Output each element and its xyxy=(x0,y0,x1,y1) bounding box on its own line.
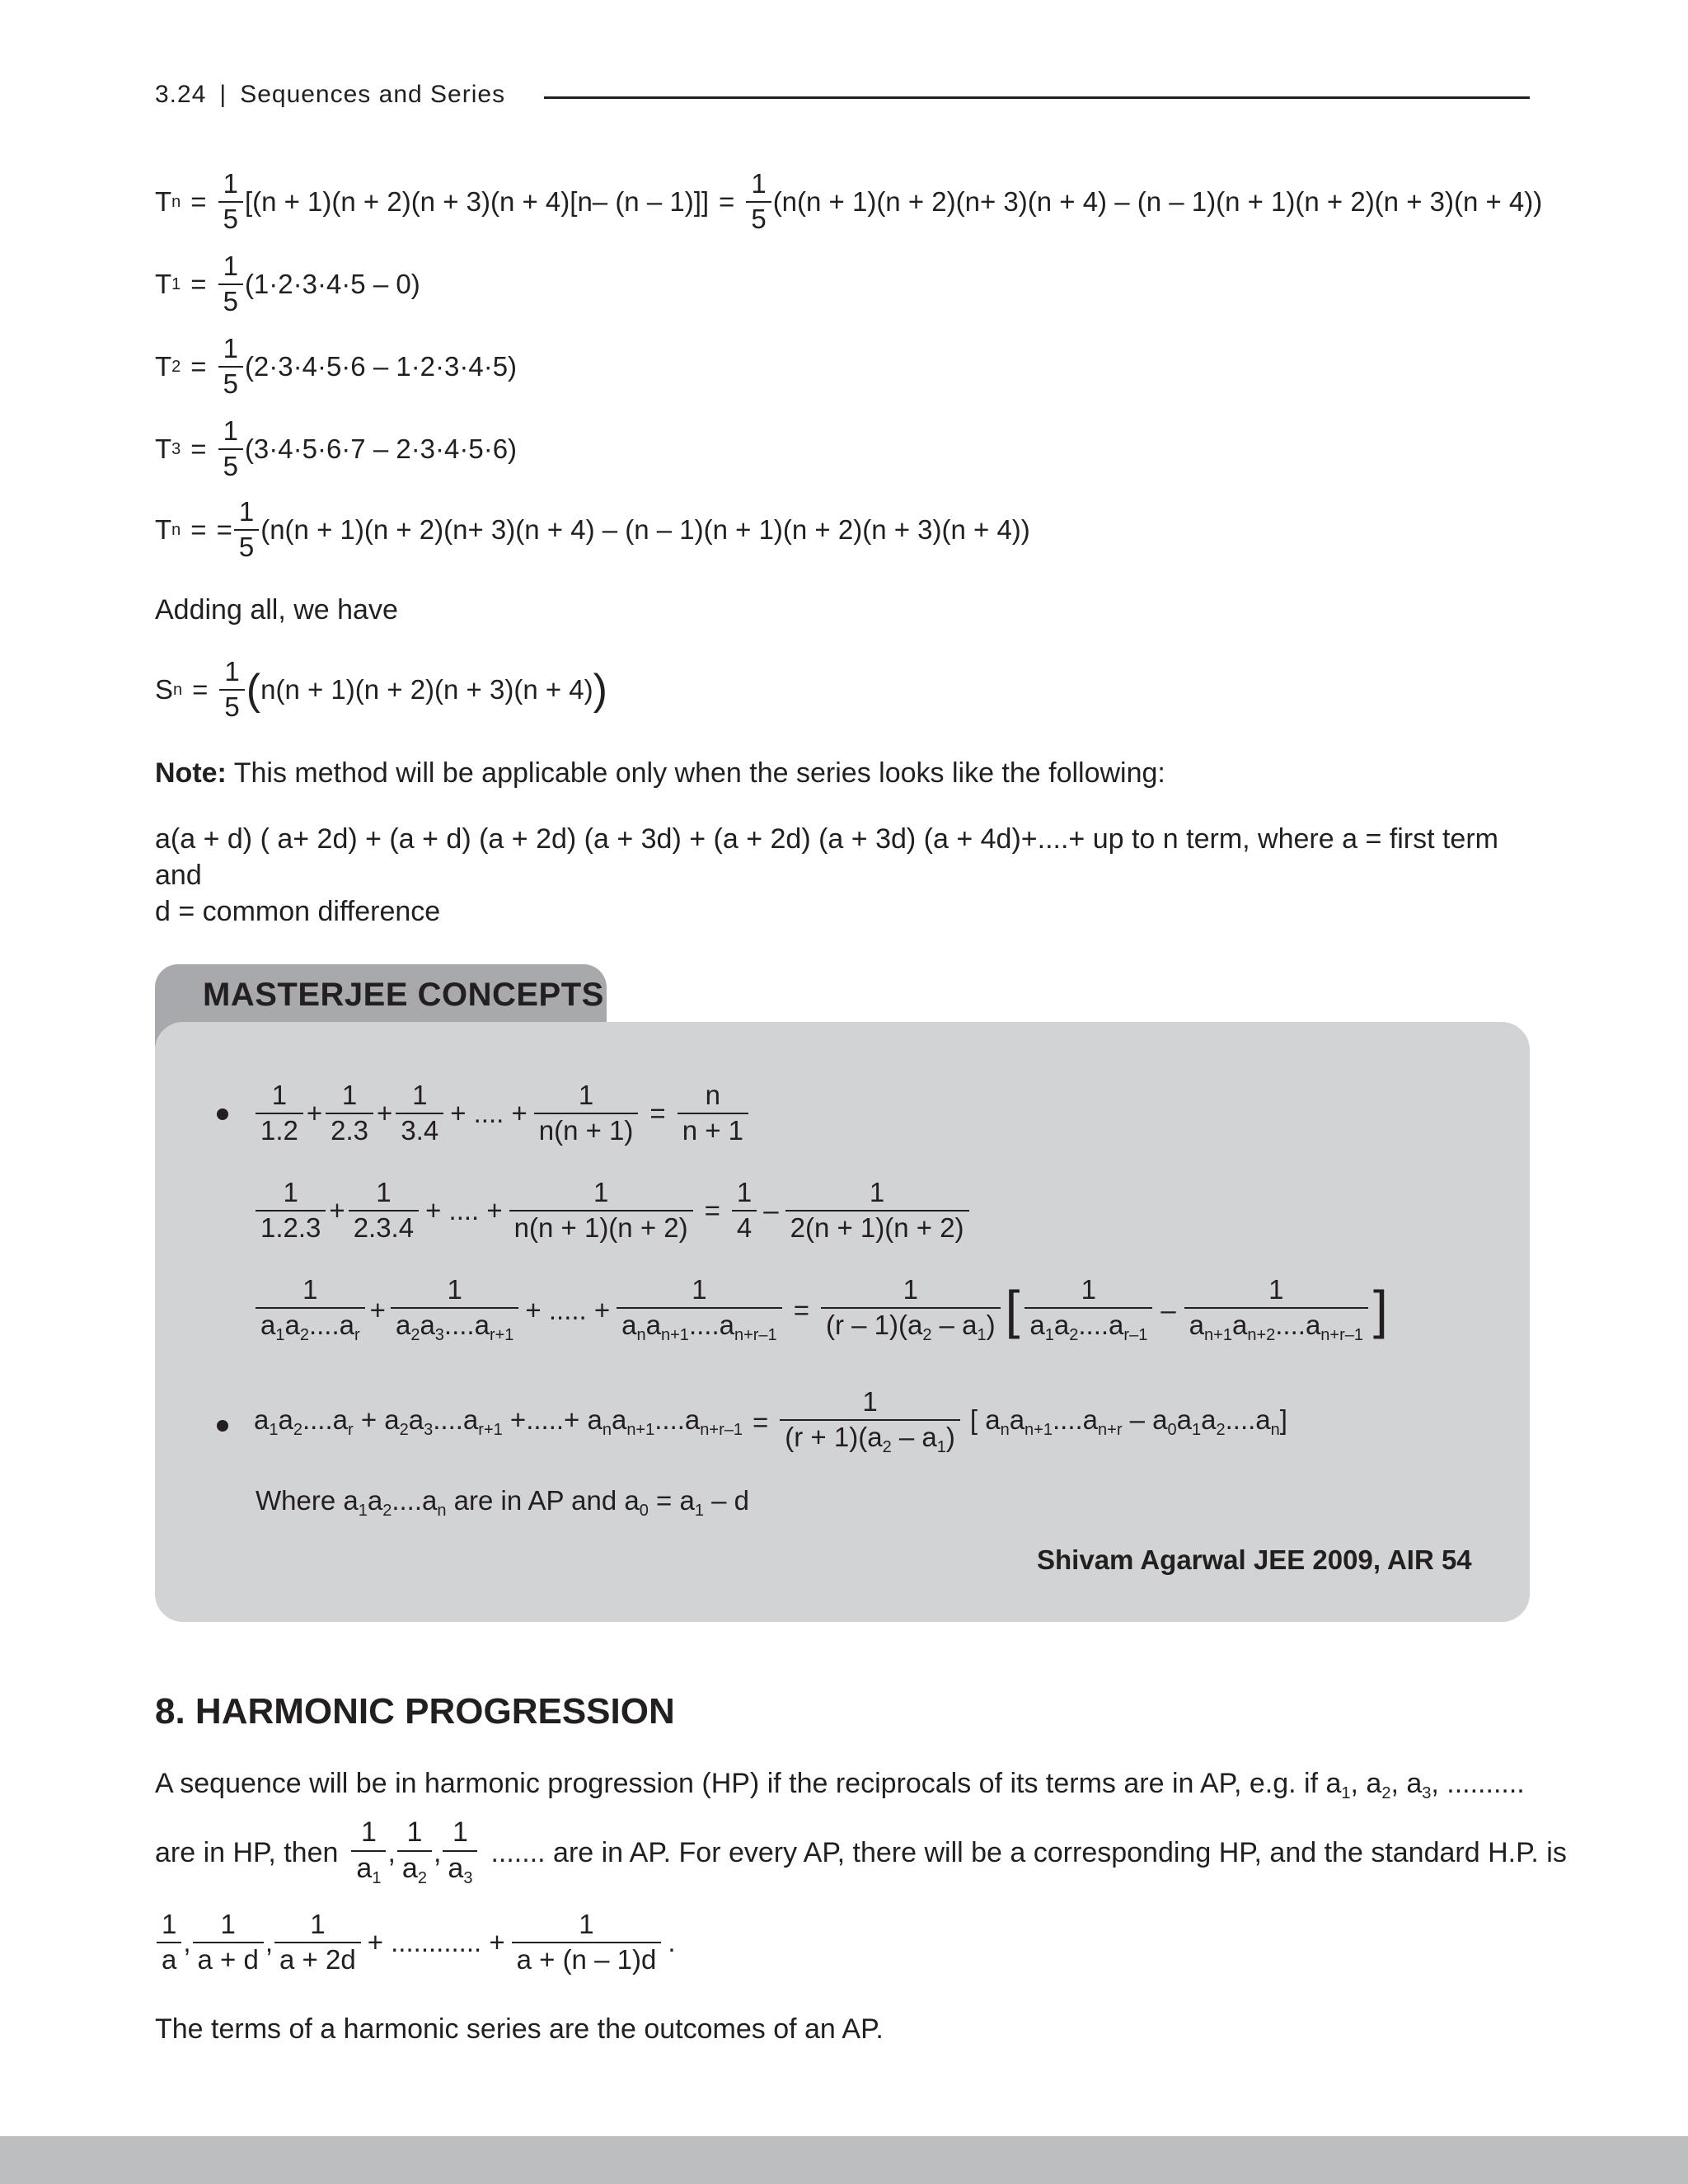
frac-den: $a_2a_3....a_{r+1}$ xyxy=(391,1307,518,1344)
frac-den: $a_1$ xyxy=(351,1850,386,1887)
chapter-title: Sequences and Series xyxy=(240,81,506,108)
frac-den: n + 1 xyxy=(678,1113,748,1146)
section-title: 8. HARMONIC PROGRESSION xyxy=(155,1691,675,1732)
equals-sign: = xyxy=(753,1406,769,1437)
equals-sign: = xyxy=(719,186,735,218)
f4-lhs: $a_1a_2....a_r + a_2a_3....a_{r+1}$ +.....+ $a_na_{n+1}....a_{n+r-1}$ xyxy=(254,1404,743,1439)
comma: , xyxy=(387,1836,396,1868)
frac-den: 4 xyxy=(732,1210,757,1243)
frac-num: 1 xyxy=(224,656,240,687)
f2-frac xyxy=(509,1179,693,1242)
adding-text: Adding all, we have xyxy=(155,594,398,626)
footer-band xyxy=(0,2136,1688,2184)
note-text: This method will be applicable only when the series looks like the following: xyxy=(226,757,1165,789)
f2-result-1 xyxy=(732,1179,757,1242)
frac-num: 1 xyxy=(862,1386,878,1417)
t3-equation xyxy=(155,417,517,480)
f2-frac xyxy=(349,1179,419,1242)
hp-term xyxy=(512,1910,662,1974)
f2-frac xyxy=(256,1179,326,1242)
t-label: T xyxy=(155,434,172,465)
bullet-1 xyxy=(217,1108,228,1120)
f4-den-text: (r + 1)(a xyxy=(785,1421,883,1452)
frac-num: 1 xyxy=(223,333,238,363)
credit-line: Shivam Agarwal JEE 2009, AIR 54 xyxy=(1037,1544,1472,1575)
hp-recip xyxy=(351,1818,386,1887)
plus: + xyxy=(329,1195,345,1226)
equals-sign: = xyxy=(190,514,207,546)
frac-num: 1 xyxy=(376,1177,392,1207)
frac-den: $a_3$ xyxy=(443,1850,477,1887)
frac-num: 1 xyxy=(1268,1274,1284,1305)
equals-sign: = xyxy=(190,269,207,300)
series-line-1: a(a + d) ( a+ 2d) + (a + d) (a + 2d) (a + 3d) + (a + 2d) (a + 3d) (a + 4d)+....+ up to n term, where a = first term and xyxy=(155,823,1498,892)
frac-num: 1 xyxy=(579,1909,594,1939)
frac-den: 2.3.4 xyxy=(349,1210,419,1243)
standard-hp xyxy=(155,1910,675,1974)
formula-2 xyxy=(254,1179,971,1242)
f3-coef xyxy=(821,1276,1001,1344)
t1-sub: 1 xyxy=(171,274,181,293)
f4-coef xyxy=(780,1388,960,1456)
t2-equation xyxy=(155,335,517,398)
final-text: The terms of a harmonic series are the outcomes of an AP. xyxy=(155,2013,884,2045)
frac-den: 2(n + 1)(n + 2) xyxy=(785,1210,969,1243)
frac-den: 1.2.3 xyxy=(256,1210,326,1243)
f1-frac xyxy=(534,1081,639,1145)
frac-num: 1 xyxy=(447,1274,462,1305)
t2-expr: (2·3·4·5·6 – 1·2·3·4·5) xyxy=(244,351,518,382)
sn-sub: n xyxy=(173,680,183,699)
frac-den: $a_na_{n+1}....a_{n+r-1}$ xyxy=(617,1307,782,1344)
frac-num: 1 xyxy=(302,1274,318,1305)
frac-num: 1 xyxy=(162,1909,177,1939)
fraction-one-fifth xyxy=(218,335,243,398)
frac-num: 1 xyxy=(406,1816,423,1848)
frac-num: 1 xyxy=(578,1080,594,1110)
frac-den: 3.4 xyxy=(396,1113,443,1146)
frac-den: 5 xyxy=(218,284,243,316)
frac-num: 1 xyxy=(692,1274,707,1305)
minus: – xyxy=(763,1195,779,1226)
frac-num: 1 xyxy=(223,251,238,281)
plus: + xyxy=(306,1098,323,1129)
t-label: T xyxy=(155,514,172,546)
f1-result xyxy=(678,1081,748,1145)
tn-sub: n xyxy=(171,192,181,211)
equals-sign: = xyxy=(793,1294,809,1325)
t3-sub: 3 xyxy=(171,439,181,458)
note-label: Note: xyxy=(155,757,227,789)
a-symbol: a xyxy=(395,1309,411,1340)
frac-num: 1 xyxy=(412,1080,428,1110)
equals-sign: = xyxy=(649,1098,666,1129)
f4-rhs: [ $a_na_{n+1}....a_{n+r} - a_0a_1a_2....a_n$] xyxy=(969,1404,1287,1439)
a-symbol: a xyxy=(621,1309,637,1340)
frac-num: 1 xyxy=(869,1177,885,1207)
frac-den: 5 xyxy=(218,201,243,234)
equals-sign: = xyxy=(190,351,207,382)
frac-num: 1 xyxy=(341,1080,358,1110)
frac-num: 1 xyxy=(220,1909,236,1939)
frac-den: a + d xyxy=(193,1942,264,1975)
frac-den: 5 xyxy=(218,366,243,399)
frac-den: $a_{n+1}a_{n+2}....a_{n+r-1}$ xyxy=(1184,1307,1368,1344)
hp-paragraph-line-1: A sequence will be in harmonic progression (HP) if the reciprocals of its terms are in AP, e.g. if $a_1$, $a_2$, $a_3$, .......... xyxy=(155,1768,1525,1802)
frac-num: 1 xyxy=(452,1816,468,1848)
para1-line1: A sequence will be in harmonic progression (HP) if the reciprocals of its terms are in AP, e.g. if a xyxy=(155,1768,1342,1799)
frac-num: 1 xyxy=(736,1177,753,1207)
frac-num: 1 xyxy=(593,1177,609,1207)
sn-expr: n(n + 1)(n + 2)(n + 3)(n + 4) xyxy=(260,674,593,705)
frac-den: 1.2 xyxy=(256,1113,303,1146)
tn-part2: (n(n + 1)(n + 2)(n+ 3)(n + 4) – (n – 1)(n + 1)(n + 2)(n + 3)(n + 4)) xyxy=(772,186,1543,218)
frac-den: 2.3 xyxy=(326,1113,373,1146)
right-paren: ) xyxy=(593,665,607,714)
ellipsis: + ..... + xyxy=(525,1294,611,1325)
left-bracket: [ xyxy=(1005,1280,1020,1340)
frac-num: 1 xyxy=(283,1177,298,1207)
tn-part1: [(n + 1)(n + 2)(n + 3)(n + 4)[n– (n – 1)]] xyxy=(244,186,710,218)
right-bracket: ] xyxy=(1373,1280,1388,1340)
comma: , xyxy=(183,1927,191,1958)
frac-num: 1 xyxy=(310,1909,326,1939)
frac-den: n(n + 1) xyxy=(534,1113,639,1146)
left-paren: ( xyxy=(246,665,261,714)
frac-num: n xyxy=(705,1080,721,1110)
where-prefix: Where a xyxy=(256,1485,359,1516)
hp-term xyxy=(157,1910,181,1974)
hp-paragraph-line-2 xyxy=(155,1818,1567,1887)
formula-1 xyxy=(254,1081,750,1145)
para1-line2-a: are in HP, then xyxy=(155,1836,339,1868)
hp-recip xyxy=(443,1818,477,1887)
frac-den: n(n + 1)(n + 2) xyxy=(509,1210,693,1243)
f3-frac xyxy=(391,1276,518,1344)
concepts-title: MASTERJEE CONCEPTS xyxy=(203,977,604,1013)
plus: + xyxy=(377,1098,393,1129)
plus: + xyxy=(369,1294,386,1325)
minus: – xyxy=(1160,1294,1176,1325)
ellipsis: + .... + xyxy=(425,1195,503,1226)
fraction-one-fifth xyxy=(219,658,244,721)
frac-den: 5 xyxy=(746,201,771,234)
fraction-one-fifth xyxy=(218,170,243,233)
t2-sub: 2 xyxy=(171,357,181,376)
f1-frac xyxy=(396,1081,443,1145)
frac-num: 1 xyxy=(751,168,767,199)
comma: , xyxy=(433,1836,442,1868)
frac-num: 1 xyxy=(1081,1274,1097,1305)
t1-expr: (1·2·3·4·5 – 0) xyxy=(244,269,420,300)
equals-sign: = xyxy=(216,514,232,546)
frac-den: $a_1a_2....a_r$ xyxy=(256,1307,365,1344)
frac-den: $(r - 1)(a_2 - a_1)$ xyxy=(821,1307,1001,1344)
equals-sign: = xyxy=(192,674,209,705)
series-paragraph xyxy=(155,821,1531,930)
frac-den: 5 xyxy=(218,448,243,481)
series-line-2: d = common difference xyxy=(155,896,441,928)
frac-num: 1 xyxy=(223,415,238,446)
f1-frac xyxy=(326,1081,373,1145)
hp-term xyxy=(274,1910,361,1974)
fraction-one-fifth xyxy=(218,252,243,316)
tn-sub: n xyxy=(171,520,181,539)
para1-line2-b: ....... are in AP. For every AP, there will be a corresponding HP, and the standard H.P. is xyxy=(490,1836,1567,1868)
bullet-2 xyxy=(217,1420,228,1432)
ellipsis: + .... + xyxy=(450,1098,528,1129)
f3-inner-1 xyxy=(1025,1276,1152,1344)
fraction-one-fifth xyxy=(746,170,771,233)
hp-recip xyxy=(397,1818,432,1887)
f3-inner-2 xyxy=(1184,1276,1368,1344)
tn-last-expr: (n(n + 1)(n + 2)(n+ 3)(n + 4) – (n – 1)(n + 1)(n + 2)(n + 3)(n + 4)) xyxy=(260,514,1030,546)
running-header xyxy=(155,81,505,109)
ellipsis: + ............ + xyxy=(367,1927,505,1958)
coef-den-text: (r – 1)(a xyxy=(825,1309,923,1340)
comma: , xyxy=(265,1927,274,1958)
frac-num: 1 xyxy=(271,1080,288,1110)
f3-frac xyxy=(617,1276,782,1344)
period: . xyxy=(668,1927,676,1958)
frac-num: 1 xyxy=(903,1274,918,1305)
a-symbol: a xyxy=(260,1309,276,1340)
tn-label: T xyxy=(155,186,172,218)
frac-den: a + 2d xyxy=(274,1942,361,1975)
frac-den: a + (n – 1)d xyxy=(512,1942,662,1975)
fraction-one-fifth xyxy=(234,498,259,561)
equals-sign: = xyxy=(190,434,207,465)
fraction-one-fifth xyxy=(218,417,243,480)
header-rule xyxy=(544,96,1530,99)
equals-sign: = xyxy=(190,186,207,218)
f1-frac xyxy=(256,1081,303,1145)
frac-den: 5 xyxy=(234,529,259,562)
formula-4 xyxy=(254,1388,1287,1456)
header-separator: | xyxy=(219,81,227,108)
t-label: T xyxy=(155,269,172,300)
frac-den: a xyxy=(157,1942,181,1975)
note-paragraph xyxy=(155,755,1165,791)
sn-equation xyxy=(155,658,607,721)
equals-sign: = xyxy=(704,1195,720,1226)
where-text: Where $a_1a_2....a_n$ are in AP and $a_0 = a_1 - d$ xyxy=(256,1485,749,1520)
frac-num: 1 xyxy=(238,496,255,527)
frac-den: $a_2$ xyxy=(397,1850,432,1887)
frac-num: 1 xyxy=(360,1816,377,1848)
t3-expr: (3·4·5·6·7 – 2·3·4·5·6) xyxy=(244,434,518,465)
tn-general-equation xyxy=(155,170,1542,233)
formula-3 xyxy=(254,1276,1391,1344)
frac-den: 5 xyxy=(219,689,244,722)
f2-result-2 xyxy=(785,1179,969,1242)
page-number: 3.24 xyxy=(155,81,207,108)
s-label: S xyxy=(155,674,174,705)
frac-num: 1 xyxy=(223,168,238,199)
t-label: T xyxy=(155,351,172,382)
t1-equation xyxy=(155,252,420,316)
hp-term xyxy=(193,1910,264,1974)
tn-last-equation xyxy=(155,498,1030,561)
f3-frac xyxy=(256,1276,365,1344)
frac-den: $(r + 1)(a_2 - a_1)$ xyxy=(780,1419,960,1456)
frac-den: $a_1a_2....a_{r-1}$ xyxy=(1025,1307,1152,1344)
